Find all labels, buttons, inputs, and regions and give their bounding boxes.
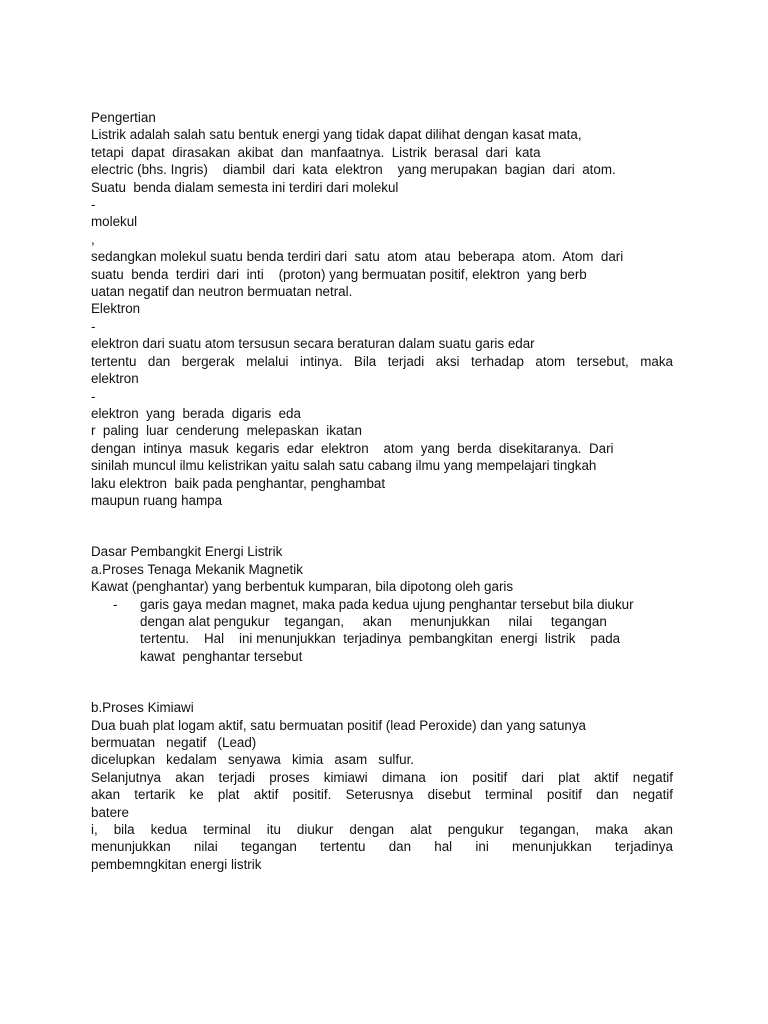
section-proses-kimiawi (91, 699, 673, 873)
paragraph-line: molekul (91, 214, 138, 230)
paragraph-line: r paling luar cenderung melepaskan ikatan (91, 423, 362, 439)
paragraph-line: sedangkan molekul suatu benda terdiri dari satu atom atau beberapa atom. Atom dari (91, 249, 624, 265)
paragraph-line: b.Proses Kimiawi (91, 700, 194, 716)
paragraph-line: elektron (91, 371, 139, 387)
section-gap (91, 665, 673, 699)
paragraph-line: menunjukkan nilai tegangan tertentu dan hal ini menunjukkan terjadinya (91, 839, 673, 855)
paragraph-line: - (91, 388, 96, 404)
document-page (91, 109, 673, 873)
paragraph-line: - (91, 197, 96, 213)
paragraph-line: batere (91, 804, 129, 820)
paragraph-line: tetapi dapat dirasakan akibat dan manfaatnya. Listrik berasal dari kata (91, 144, 541, 160)
paragraph-line: dengan intinya masuk kegaris edar elektron atom yang berda disekitaranya. Dari (91, 440, 614, 456)
paragraph-line: maupun ruang hampa (91, 492, 223, 508)
paragraph-line: elektron dari suatu atom tersusun secara beraturan dalam suatu garis edar (91, 336, 535, 352)
subsection-title: a.Proses Tenaga Mekanik Magnetik (91, 561, 303, 577)
paragraph-line: sinilah muncul ilmu kelistrikan yaitu salah satu cabang ilmu yang mempelajari tingkah (91, 458, 597, 474)
bullet-line: kawat penghantar tersebut (140, 648, 303, 664)
bullet-line: dengan alat pengukur tegangan, akan menunjukkan nilai tegangan (140, 613, 607, 629)
paragraph-line: electric (bhs. Ingris) diambil dari kata elektron yang merupakan bagian dari atom. (91, 162, 616, 178)
paragraph-line: akan tertarik ke plat aktif positif. Seterusnya disebut terminal positif dan negatif (91, 787, 673, 803)
paragraph-line: , (91, 231, 95, 247)
paragraph-line: elektron yang berada digaris eda (91, 405, 301, 421)
section-pengertian (91, 109, 673, 509)
bullet-item (91, 596, 673, 666)
bullet-line: garis gaya medan magnet, maka pada kedua ujung penghantar tersebut bila diukur (140, 596, 634, 612)
paragraph-line: Listrik adalah salah satu bentuk energi yang tidak dapat dilihat dengan kasat mata, (91, 127, 582, 143)
paragraph-line: tertentu dan bergerak melalui intinya. Bila terjadi aksi terhadap atom tersebut, maka (91, 353, 673, 369)
paragraph-line: uatan negatif dan neutron bermuatan netral. (91, 284, 353, 300)
paragraph-line: Dua buah plat logam aktif, satu bermuatan positif (lead Peroxide) dan yang satunya (91, 717, 587, 733)
paragraph-line: suatu benda terdiri dari inti (proton) yang bermuatan positif, elektron yang berb (91, 266, 587, 282)
paragraph-line: pembemngkitan energi listrik (91, 856, 262, 872)
paragraph-line: Suatu benda dialam semesta ini terdiri dari molekul (91, 179, 399, 195)
paragraph-line: bermuatan negatif (Lead) (91, 735, 257, 750)
paragraph-line: Selanjutnya akan terjadi proses kimiawi dimana ion positif dari plat aktif negatif (91, 769, 673, 785)
paragraph-line: Pengertian (91, 110, 156, 125)
section-gap (91, 509, 673, 543)
paragraph-line: dicelupkan kedalam senyawa kimia asam sulfur. (91, 752, 415, 768)
paragraph-line: Elektron (91, 301, 141, 317)
paragraph-line: laku elektron baik pada penghantar, penghambat (91, 475, 386, 491)
paragraph-line: Kawat (penghantar) yang berbentuk kumparan, bila dipotong oleh garis (91, 579, 514, 595)
paragraph-line: i, bila kedua terminal itu diukur dengan alat pengukur tegangan, maka akan (91, 822, 673, 838)
section-title: Dasar Pembangkit Energi Listrik (91, 544, 283, 560)
bullet-text (140, 596, 673, 666)
section-dasar-pembangkit (91, 543, 673, 665)
paragraph-line: - (91, 318, 96, 334)
bullet-line: tertentu. Hal ini menunjukkan terjadinya pembangkitan energi listrik pada (140, 631, 621, 647)
bullet-dash: - (113, 596, 118, 612)
